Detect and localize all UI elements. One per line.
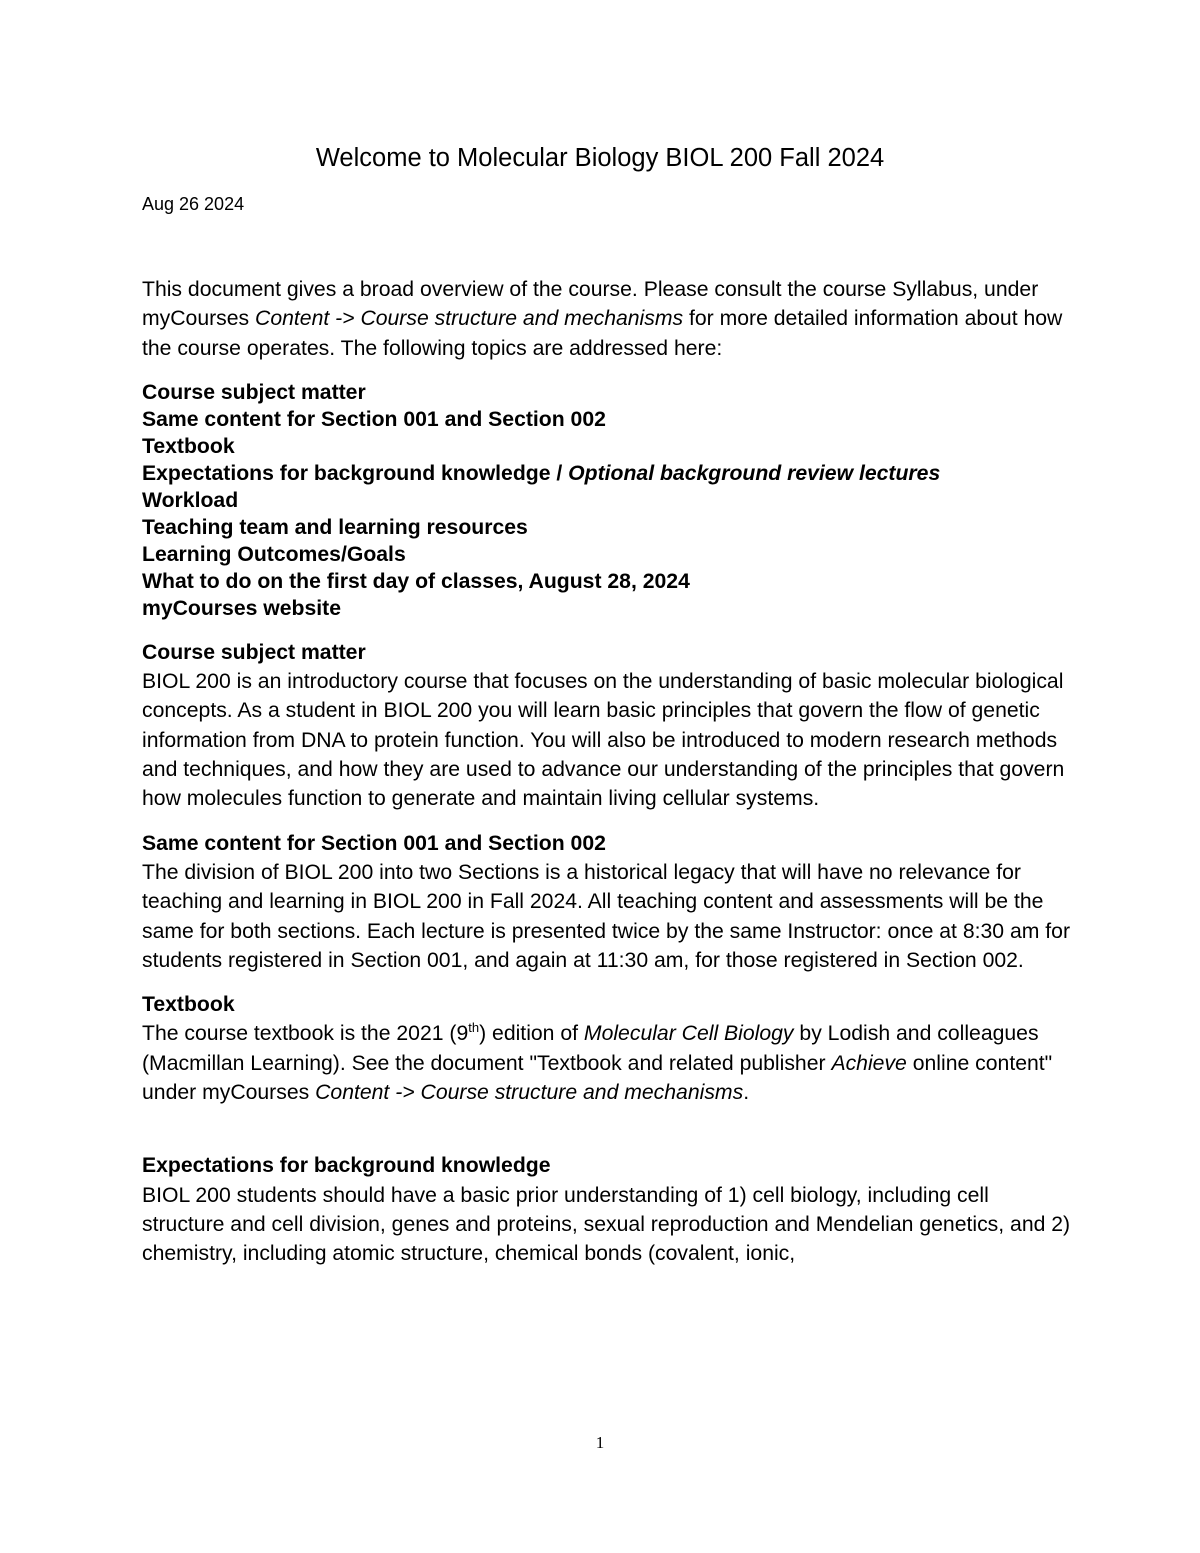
textbook-text: . <box>743 1081 750 1105</box>
section-text: The division of BIOL 200 into two Sections is a historical legacy that will have no relevance for teaching and learning in BIOL 200 in Fall 2024. All teaching content and assessments will be the same for both sections. Each lecture is presented twice by the same Instructor: once at 8:30 am for students registered in Section 001, and again at 11:30 am, for those registered in Section 002. <box>142 860 1070 972</box>
topic-item: Textbook <box>142 434 235 458</box>
topic-item-bold: Expectations for background knowledge / <box>142 461 569 485</box>
book-title: Molecular Cell Biology <box>583 1022 794 1046</box>
section-same-content <box>142 829 1077 975</box>
section-text: BIOL 200 is an introductory course that focuses on the understanding of basic molecular biological concepts. As a student in BIOL 200 you will learn basic principles that govern the flow of genetic information from DNA to protein function. You will also be introduced to modern research methods and techniques, and how they are used to advance our understanding of the principles that govern how molecules function to generate and maintain living cellular systems. <box>142 670 1065 811</box>
page-number: 1 <box>595 1433 605 1452</box>
intro-text-2: for more detailed information about how the course operates. The following topics are addressed here: <box>142 307 1063 360</box>
section-subject-matter <box>142 638 1077 814</box>
achieve-name: Achieve <box>831 1051 907 1075</box>
textbook-content-path: Content -> Course structure and mechanisms <box>315 1081 744 1105</box>
document-body <box>142 275 1077 1284</box>
topic-item: Learning Outcomes/Goals <box>142 542 406 566</box>
textbook-text: online content" under myCourses <box>142 1051 1053 1105</box>
textbook-text: The course textbook is the 2021 (9 <box>142 1022 469 1046</box>
document-title: Welcome to Molecular Biology BIOL 200 Fall 2024 <box>315 144 885 172</box>
textbook-text: ) edition of <box>479 1022 584 1046</box>
topic-item: Course subject matter <box>142 380 366 404</box>
section-heading: Expectations for background knowledge <box>142 1154 551 1178</box>
topic-item-italic: Optional background review lectures <box>568 461 941 485</box>
section-heading: Textbook <box>142 993 235 1017</box>
topic-item: Teaching team and learning resources <box>142 515 528 539</box>
section-text <box>142 1019 1077 1107</box>
topic-item: myCourses website <box>142 596 342 620</box>
topics-list <box>142 379 1077 622</box>
section-heading: Same content for Section 001 and Section 002 <box>142 831 606 855</box>
topic-item <box>142 460 1077 487</box>
intro-text-1: This document gives a broad overview of the course. Please consult the course Syllabus, under myCourses <box>142 278 1039 331</box>
section-textbook <box>142 990 1077 1107</box>
edition-superscript: th <box>468 1020 480 1036</box>
topic-item: Workload <box>142 488 239 512</box>
section-heading: Course subject matter <box>142 640 366 664</box>
document-date: Aug 26 2024 <box>142 194 245 214</box>
intro-paragraph <box>142 275 1077 363</box>
textbook-text: by Lodish and colleagues (Macmillan Learning). See the document "Textbook and related publisher <box>142 1022 1039 1075</box>
intro-content-path: Content -> Course structure and mechanisms <box>255 307 684 331</box>
section-background-knowledge <box>142 1151 1077 1268</box>
section-text: BIOL 200 students should have a basic prior understanding of 1) cell biology, including cell structure and cell division, genes and proteins, sexual reproduction and Mendelian genetics, and 2) chemistry, including atomic structure, chemical bonds (covalent, ionic, <box>142 1183 1071 1266</box>
topic-item: Same content for Section 001 and Section 002 <box>142 407 606 431</box>
topic-item: What to do on the first day of classes, August 28, 2024 <box>142 569 690 593</box>
